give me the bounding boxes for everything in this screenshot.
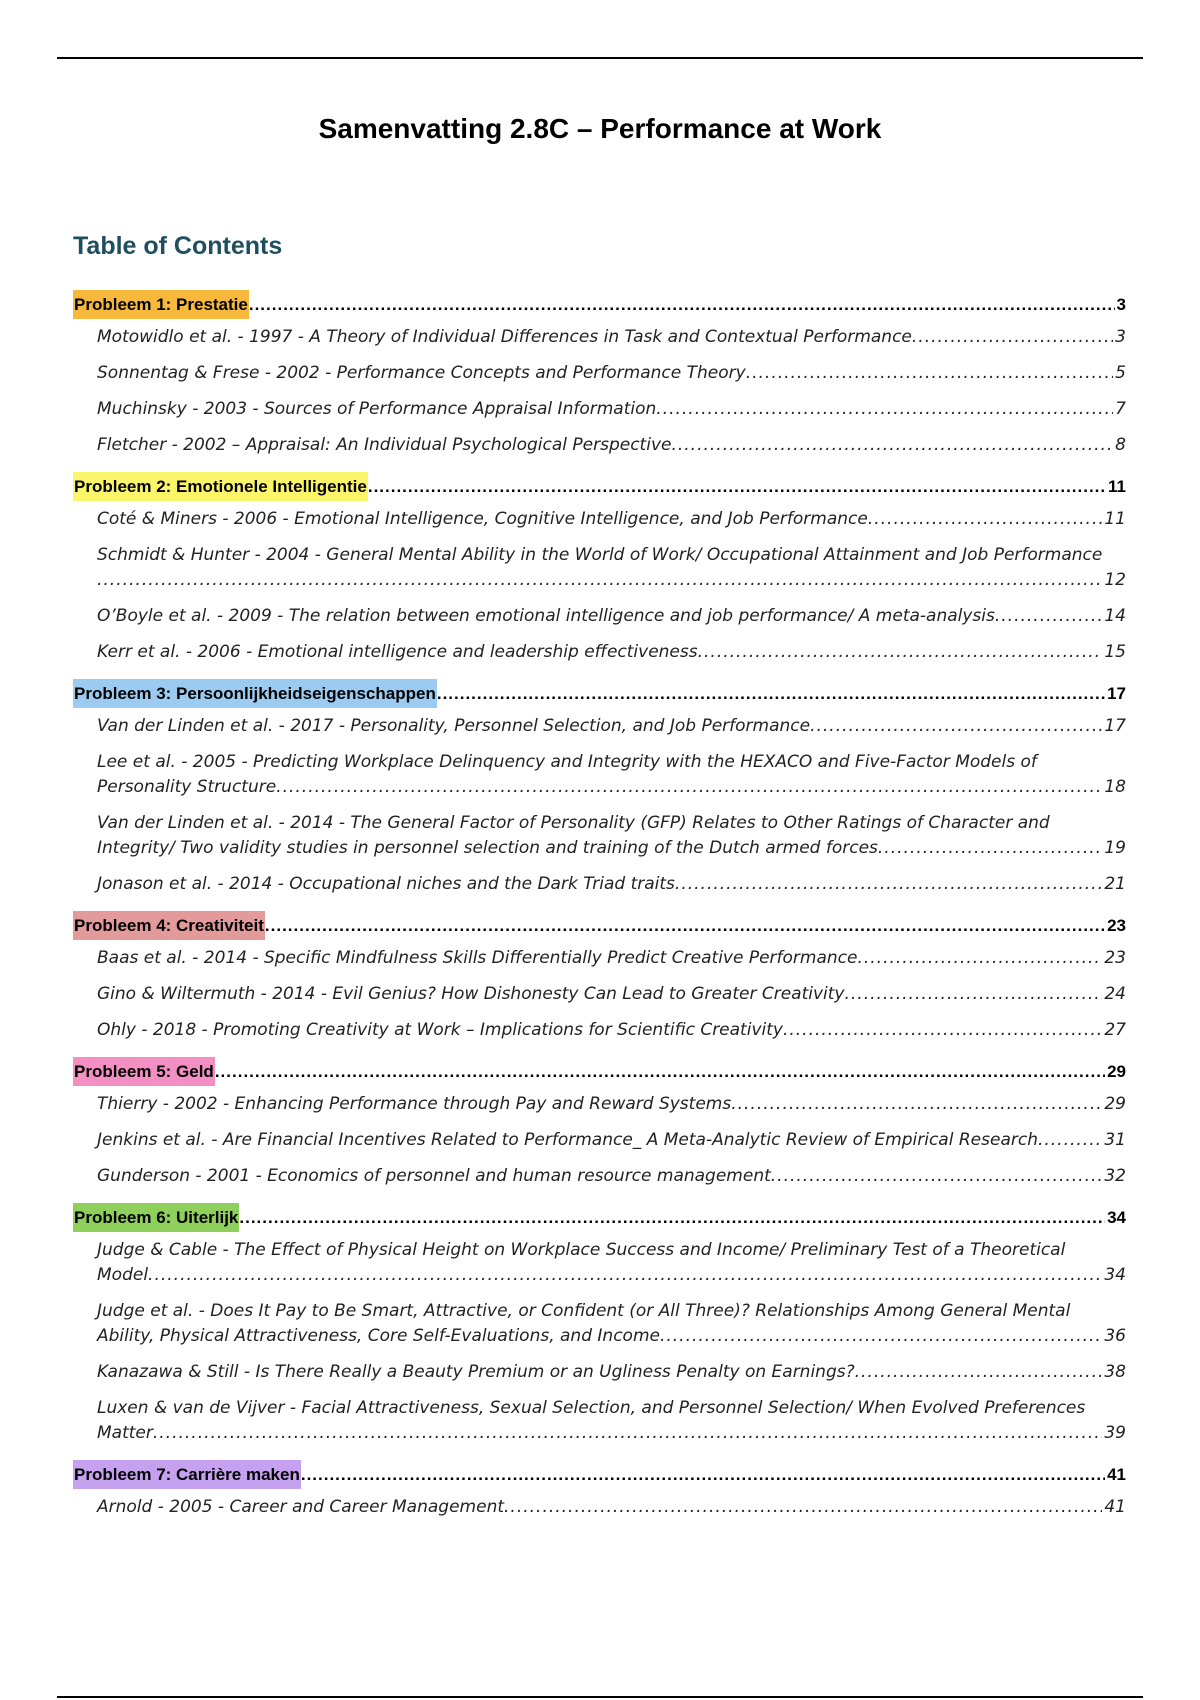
toc-entry[interactable] <box>73 1164 1126 1189</box>
entry-continuation-row <box>97 1421 1126 1446</box>
problem-label: Probleem 1: Prestatie <box>73 290 249 319</box>
problem-label: Probleem 4: Creativiteit <box>73 911 265 940</box>
dot-leader <box>215 1058 1105 1085</box>
table-of-contents <box>73 290 1126 1534</box>
dot-leader <box>276 775 1102 800</box>
page-number: 38 <box>1104 1362 1126 1382</box>
entry-title: Gunderson - 2001 - Economics of personnel and human resource management <box>97 1166 771 1186</box>
entry-continuation-row <box>97 836 1126 861</box>
toc-problem-row[interactable] <box>73 679 1126 706</box>
page-number: 27 <box>1104 1020 1126 1040</box>
toc-entry[interactable] <box>73 811 1126 861</box>
top-rule <box>57 57 1143 59</box>
entry-title: Kanazawa & Still - Is There Really a Beauty Premium or an Ugliness Penalty on Earnings? <box>97 1362 855 1382</box>
toc-section <box>73 1203 1126 1446</box>
toc-section <box>73 472 1126 665</box>
dot-leader <box>153 1421 1102 1446</box>
entry-title: Kerr et al. - 2006 - Emotional intelligence and leadership effectiveness <box>97 642 698 662</box>
problem-label: Probleem 6: Uiterlijk <box>73 1203 239 1232</box>
toc-entry[interactable] <box>73 1299 1126 1349</box>
page-number: 32 <box>1104 1166 1126 1186</box>
toc-problem-row[interactable] <box>73 911 1126 938</box>
toc-entry[interactable] <box>73 1396 1126 1446</box>
toc-problem-row[interactable] <box>73 1203 1126 1230</box>
page-number: 17 <box>1107 684 1126 703</box>
dot-leader <box>868 507 1103 532</box>
page-number: 11 <box>1104 509 1126 529</box>
page-number: 14 <box>1104 606 1126 626</box>
page-number: 34 <box>1107 1208 1126 1227</box>
toc-entry[interactable] <box>73 1092 1126 1117</box>
toc-entry[interactable] <box>73 325 1126 350</box>
entry-continuation-row <box>97 568 1126 593</box>
bottom-rule <box>57 1696 1143 1698</box>
toc-heading: Table of Contents <box>73 232 283 260</box>
problem-label: Probleem 7: Carrière maken <box>73 1460 301 1489</box>
entry-title-continuation: Integrity/ Two validity studies in personnel selection and training of the Dutch armed forces <box>97 838 878 858</box>
dot-leader <box>660 1324 1102 1349</box>
entry-title-line: Schmidt & Hunter - 2004 - General Mental Ability in the World of Work/ Occupational Attainment and Job Performance <box>97 545 1103 565</box>
dot-leader <box>671 433 1113 458</box>
page-number: 31 <box>1104 1130 1126 1150</box>
page-number: 34 <box>1104 1265 1126 1285</box>
toc-entry[interactable] <box>73 604 1126 629</box>
entry-title-line: Van der Linden et al. - 2014 - The General Factor of Personality (GFP) Relates to Other Ratings of Character and <box>97 813 1050 833</box>
page-number: 24 <box>1104 984 1126 1004</box>
entry-title: Ohly - 2018 - Promoting Creativity at Work – Implications for Scientific Creativity <box>97 1020 783 1040</box>
dot-leader <box>857 946 1102 971</box>
entry-title: Gino & Wiltermuth - 2014 - Evil Genius? How Dishonesty Can Lead to Greater Creativity <box>97 984 845 1004</box>
page-number: 23 <box>1104 948 1126 968</box>
entry-title-continuation: Matter <box>97 1423 153 1443</box>
page-number: 11 <box>1108 477 1126 496</box>
toc-entry[interactable] <box>73 946 1126 971</box>
toc-problem-row[interactable] <box>73 1057 1126 1084</box>
entry-title-continuation: Personality Structure <box>97 777 277 797</box>
toc-entry[interactable] <box>73 750 1126 800</box>
dot-leader <box>810 714 1102 739</box>
dot-leader <box>783 1018 1102 1043</box>
page-number: 7 <box>1115 399 1126 419</box>
toc-entry[interactable] <box>73 507 1126 532</box>
dot-leader <box>771 1164 1103 1189</box>
entry-title: Fletcher - 2002 – Appraisal: An Individual Psychological Perspective <box>97 435 672 455</box>
entry-title: O’Boyle et al. - 2009 - The relation between emotional intelligence and job performance/ A meta-analysis <box>97 606 995 626</box>
page-number: 41 <box>1104 1497 1126 1517</box>
dot-leader <box>239 1204 1105 1231</box>
dot-leader <box>437 680 1105 707</box>
entry-title: Arnold - 2005 - Career and Career Management <box>97 1497 505 1517</box>
page-number: 19 <box>1104 838 1126 858</box>
page-number: 18 <box>1104 777 1126 797</box>
entry-title: Baas et al. - 2014 - Specific Mindfulness Skills Differentially Predict Creative Performance <box>97 948 858 968</box>
entry-title-continuation: Model <box>97 1265 149 1285</box>
problem-label: Probleem 3: Persoonlijkheidseigenschappen <box>73 679 437 708</box>
entry-title: Motowidlo et al. - 1997 - A Theory of Individual Differences in Task and Contextual Performance <box>97 327 912 347</box>
dot-leader <box>504 1495 1102 1520</box>
dot-leader <box>1038 1128 1102 1153</box>
dot-leader <box>301 1461 1105 1488</box>
entry-title-continuation: Ability, Physical Attractiveness, Core Self-Evaluations, and Income <box>97 1326 660 1346</box>
toc-entry[interactable] <box>73 361 1126 386</box>
page-number: 39 <box>1104 1423 1126 1443</box>
dot-leader <box>249 291 1115 318</box>
toc-entry[interactable] <box>73 1495 1126 1520</box>
dot-leader <box>656 397 1113 422</box>
page-number: 5 <box>1115 363 1126 383</box>
page-number: 3 <box>1115 327 1126 347</box>
page-number: 41 <box>1107 1465 1126 1484</box>
page-number: 15 <box>1104 642 1126 662</box>
toc-section <box>73 290 1126 458</box>
page-number: 12 <box>1104 570 1126 590</box>
page-number: 17 <box>1104 716 1126 736</box>
toc-entry[interactable] <box>73 1238 1126 1288</box>
problem-label: Probleem 2: Emotionele Intelligentie <box>73 472 368 501</box>
dot-leader <box>912 325 1113 350</box>
page-number: 29 <box>1107 1062 1126 1081</box>
dot-leader <box>265 912 1105 939</box>
toc-entry[interactable] <box>73 982 1126 1007</box>
dot-leader <box>878 836 1102 861</box>
entry-title: Muchinsky - 2003 - Sources of Performance Appraisal Information <box>97 399 657 419</box>
entry-continuation-row <box>97 1263 1126 1288</box>
toc-entry[interactable] <box>73 433 1126 458</box>
problem-label: Probleem 5: Geld <box>73 1057 215 1086</box>
toc-entry[interactable] <box>73 872 1126 897</box>
entry-continuation-row <box>97 775 1126 800</box>
document-title: Samenvatting 2.8C – Performance at Work <box>318 113 882 144</box>
toc-problem-row[interactable] <box>73 290 1126 317</box>
dot-leader <box>368 473 1106 500</box>
entry-continuation-row <box>97 1324 1126 1349</box>
toc-section <box>73 679 1126 897</box>
dot-leader <box>675 872 1102 897</box>
page-number: 23 <box>1107 916 1126 935</box>
toc-problem-row[interactable] <box>73 472 1126 499</box>
dot-leader <box>746 361 1113 386</box>
dot-leader <box>698 640 1103 665</box>
toc-section <box>73 1460 1126 1520</box>
page-number: 8 <box>1115 435 1126 455</box>
entry-title-line: Judge & Cable - The Effect of Physical Height on Workplace Success and Income/ Preliminary Test of a Theoretical <box>97 1240 1066 1260</box>
entry-title: Coté & Miners - 2006 - Emotional Intelligence, Cognitive Intelligence, and Job Performance <box>97 509 868 529</box>
page-number: 3 <box>1116 295 1126 314</box>
dot-leader <box>97 568 1102 593</box>
dot-leader <box>855 1360 1103 1385</box>
toc-entry[interactable] <box>73 397 1126 422</box>
toc-entry[interactable] <box>73 543 1126 593</box>
toc-entry[interactable] <box>73 640 1126 665</box>
entry-title-line: Judge et al. - Does It Pay to Be Smart, Attractive, or Confident (or All Three)? Relationships Among General Mental <box>97 1301 1071 1321</box>
toc-section <box>73 911 1126 1043</box>
toc-entry[interactable] <box>73 1360 1126 1385</box>
toc-section <box>73 1057 1126 1189</box>
page-number: 29 <box>1104 1094 1126 1114</box>
entry-title-line: Luxen & van de Vijver - Facial Attractiveness, Sexual Selection, and Personnel Selection/ When Evolved Preferences <box>97 1398 1086 1418</box>
toc-entry[interactable] <box>73 1018 1126 1043</box>
toc-entry[interactable] <box>73 714 1126 739</box>
dot-leader <box>148 1263 1102 1288</box>
dot-leader <box>845 982 1103 1007</box>
page-number: 36 <box>1104 1326 1126 1346</box>
dot-leader <box>995 604 1102 629</box>
entry-title: Jenkins et al. - Are Financial Incentives Related to Performance_ A Meta-Analytic Review of Empirical Research <box>97 1130 1038 1150</box>
toc-problem-row[interactable] <box>73 1460 1126 1487</box>
dot-leader <box>731 1092 1102 1117</box>
entry-title: Van der Linden et al. - 2017 - Personality, Personnel Selection, and Job Performance <box>97 716 811 736</box>
entry-title: Jonason et al. - 2014 - Occupational niches and the Dark Triad traits <box>97 874 675 894</box>
entry-title: Thierry - 2002 - Enhancing Performance through Pay and Reward Systems <box>97 1094 732 1114</box>
toc-entry[interactable] <box>73 1128 1126 1153</box>
entry-title: Sonnentag & Frese - 2002 - Performance Concepts and Performance Theory <box>97 363 746 383</box>
page-number: 21 <box>1104 874 1126 894</box>
entry-title-line: Lee et al. - 2005 - Predicting Workplace Delinquency and Integrity with the HEXACO and Five-Factor Models of <box>97 752 1037 772</box>
